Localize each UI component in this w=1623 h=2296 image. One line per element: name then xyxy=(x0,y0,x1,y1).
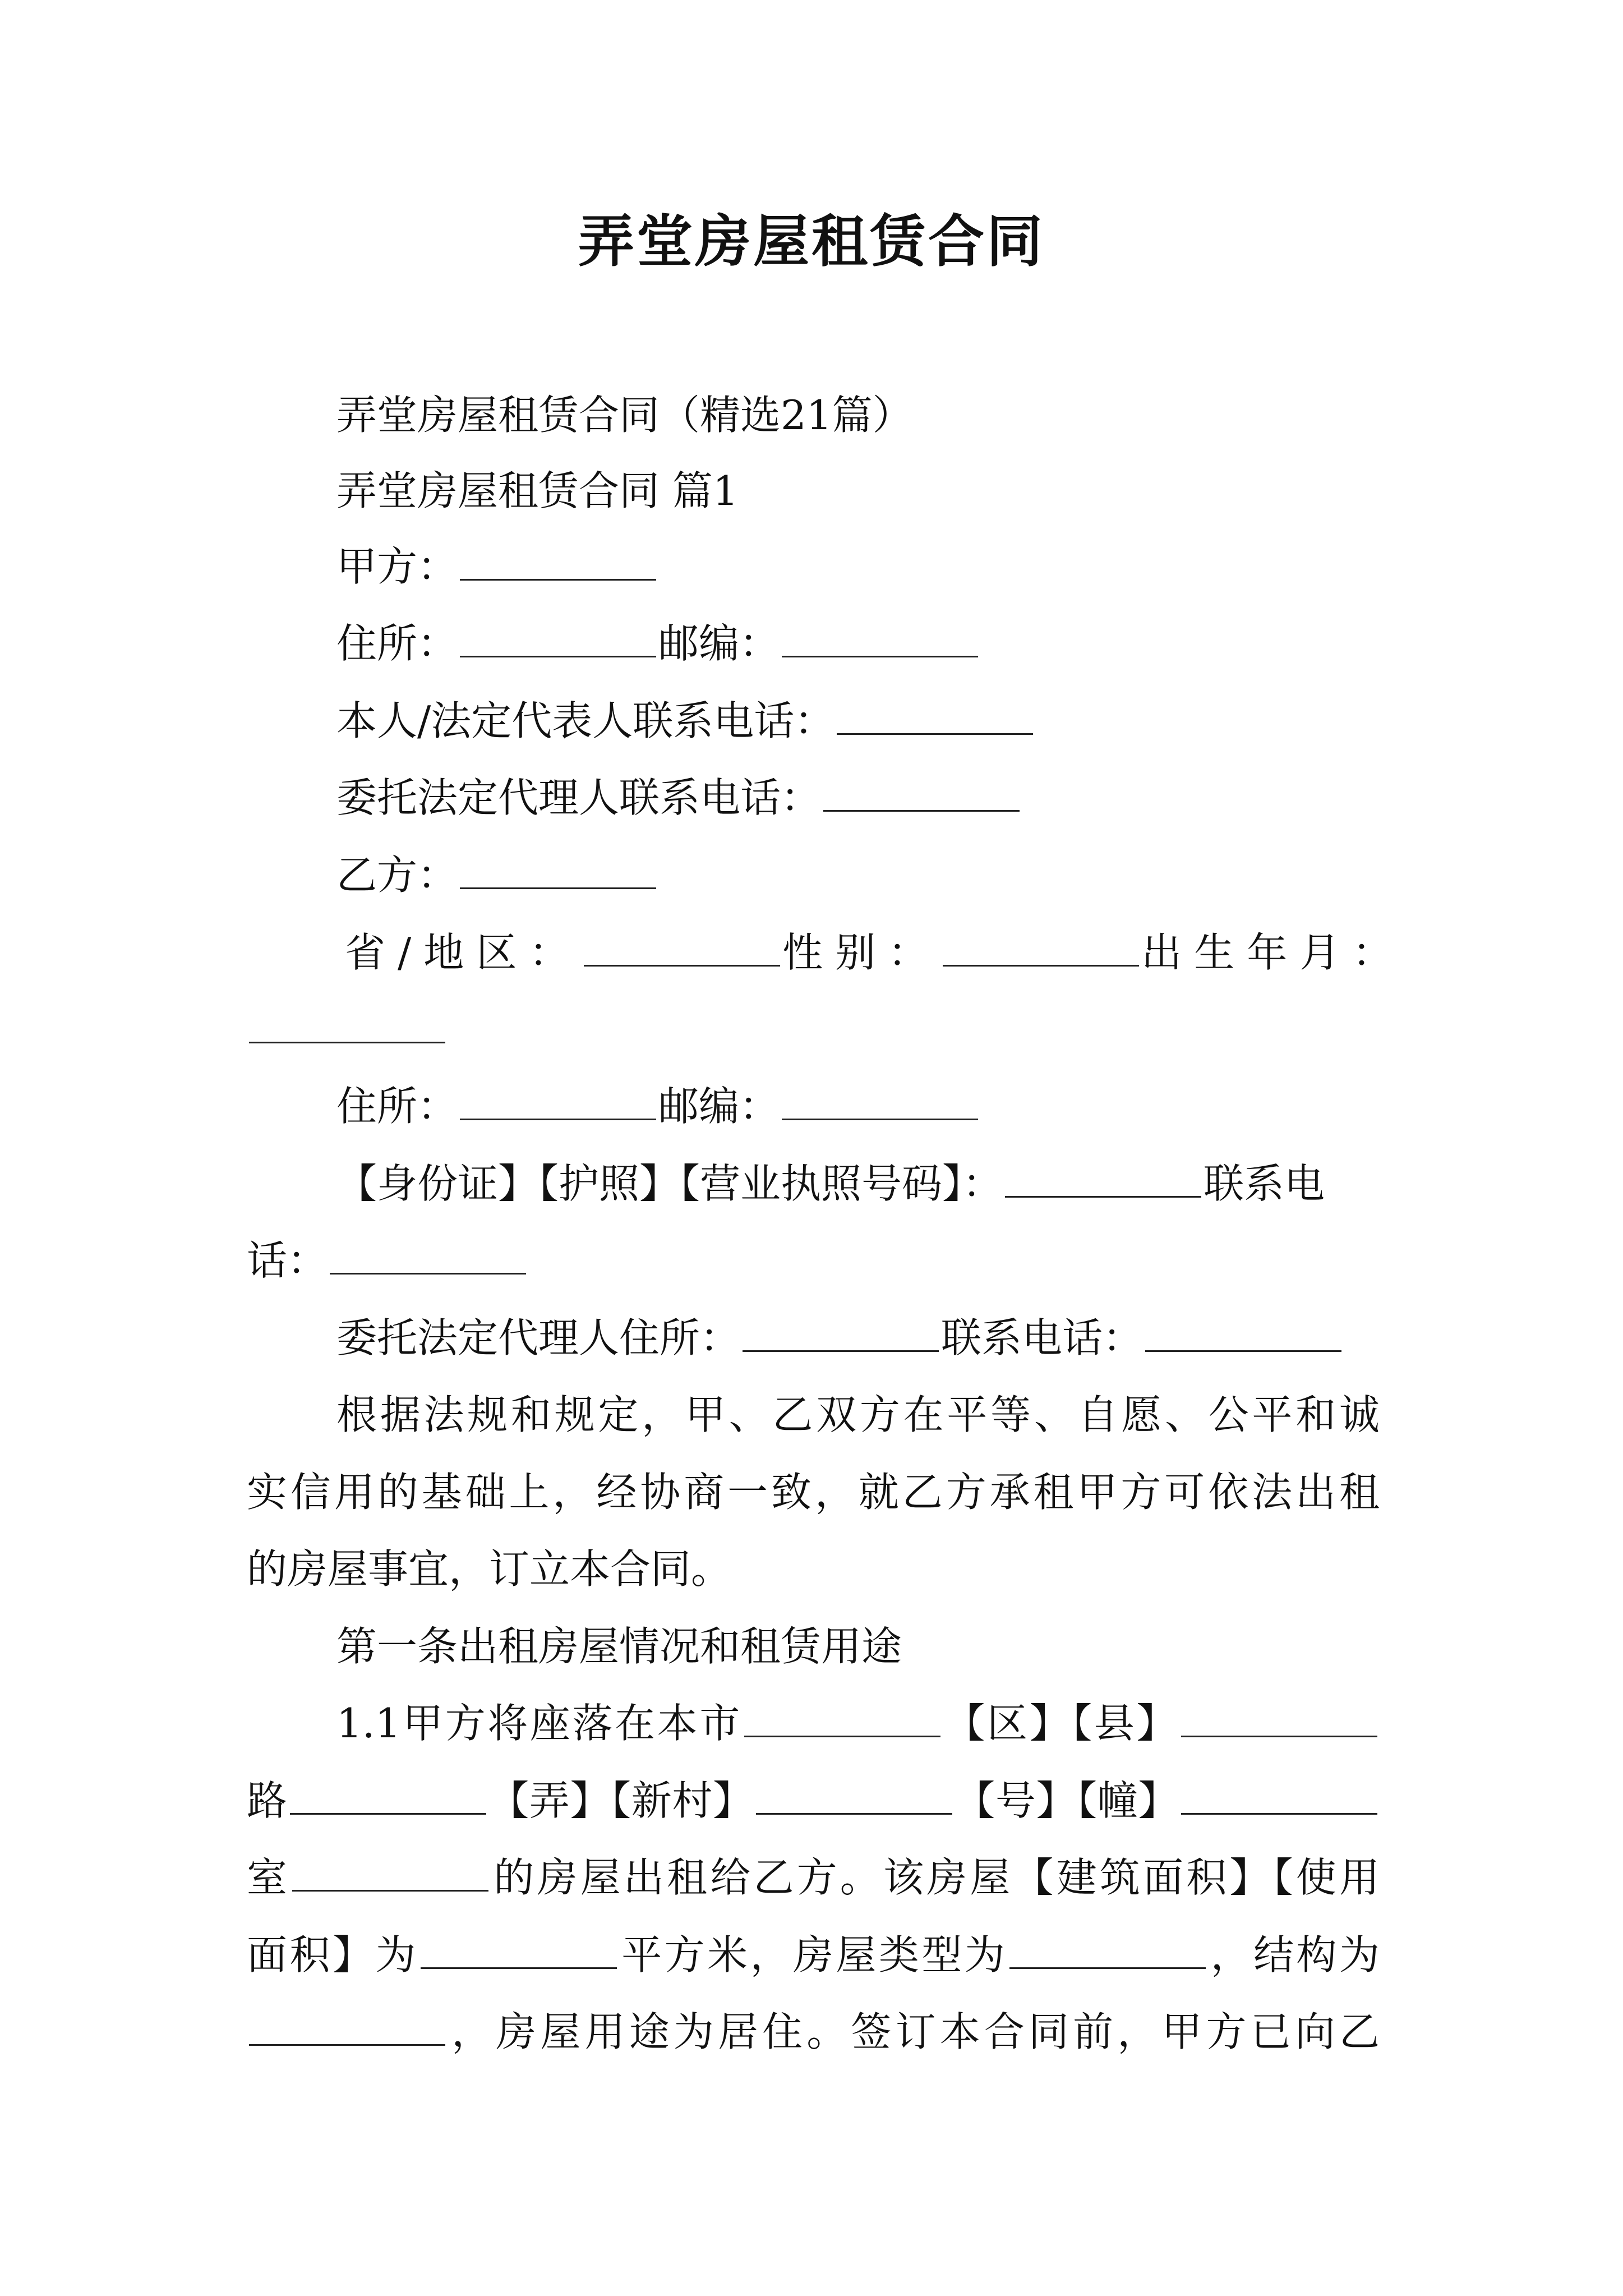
address-blank-b xyxy=(460,1079,656,1120)
address-label: 住所： xyxy=(336,620,458,667)
article-1-heading: 第一条出租房屋情况和租赁用途 xyxy=(336,1623,902,1670)
address-label-b: 住所： xyxy=(336,1083,458,1130)
contact-phone-label-b: 话： xyxy=(247,1237,328,1284)
clause-text: 1.1甲方将座落在本市 xyxy=(336,1700,742,1747)
party-a-blank xyxy=(460,540,656,581)
address-blank xyxy=(460,616,656,657)
province-line xyxy=(345,924,1405,981)
document-title: 弄堂房屋租赁合同 xyxy=(578,208,1045,274)
agent-phone-label: 委托法定代理人联系电话： xyxy=(336,774,822,821)
paragraph-1-line-3: 的房屋事宜，订立本合同。 xyxy=(247,1545,732,1593)
party-a-line xyxy=(336,539,658,595)
postcode-blank xyxy=(782,616,978,657)
party-b-blank xyxy=(460,848,656,889)
building-blank xyxy=(1181,1774,1377,1815)
house-type-blank xyxy=(1009,1928,1206,1969)
legal-rep-phone-blank xyxy=(837,694,1033,735)
clause-text: 室 xyxy=(247,1854,291,1901)
contact-phone-line xyxy=(247,1232,528,1289)
id-line xyxy=(336,1156,1325,1212)
clause-text: 【号】【幢】 xyxy=(954,1777,1179,1824)
clause-1-1-line-1 xyxy=(336,1695,1380,1751)
clause-1-1-line-4 xyxy=(247,1927,1380,1983)
area-blank xyxy=(421,1928,617,1969)
clause-1-1-line-3 xyxy=(247,1849,1380,1906)
clause-text: 路 xyxy=(247,1777,288,1824)
birth-blank xyxy=(249,1002,445,1043)
agent-contact-phone-blank xyxy=(1145,1311,1341,1352)
room-blank xyxy=(292,1851,488,1892)
agent-contact-phone-label: 联系电话： xyxy=(941,1314,1144,1361)
postcode-label-b: 邮编： xyxy=(658,1083,780,1130)
clause-text: ，房屋用途为居住。签订本合同前，甲方已向乙 xyxy=(448,2008,1380,2055)
agent-address-blank xyxy=(743,1311,939,1352)
agent-phone-blank xyxy=(823,771,1020,812)
province-blank xyxy=(584,926,780,967)
party-a-label: 甲方： xyxy=(336,543,458,590)
province-label: 省/地区： xyxy=(345,929,582,976)
district-blank xyxy=(1181,1696,1377,1737)
city-blank xyxy=(744,1696,940,1737)
id-blank xyxy=(1005,1157,1201,1198)
contact-phone-blank xyxy=(330,1234,526,1274)
postcode-blank-b xyxy=(782,1079,978,1120)
paragraph-1-line-1: 根据法规和规定，甲、乙双方在平等、自愿、公平和诚 xyxy=(336,1391,1380,1438)
party-a-address-line xyxy=(336,615,980,671)
legal-rep-phone-label: 本人/法定代表人联系电话： xyxy=(336,697,835,744)
clause-1-1-line-2 xyxy=(247,1773,1380,1829)
clause-text: 【弄】【新村】 xyxy=(488,1777,754,1824)
postcode-label: 邮编： xyxy=(658,620,780,667)
legal-rep-phone-line xyxy=(336,693,1035,749)
paragraph-1-line-2: 实信用的基础上，经协商一致，就乙方承租甲方可依法出租 xyxy=(247,1469,1380,1516)
party-b-address-line xyxy=(336,1078,980,1134)
agent-phone-line xyxy=(336,770,1022,826)
birth-label: 出生年月： xyxy=(1141,929,1405,976)
agent-address-line xyxy=(336,1310,1344,1366)
structure-blank xyxy=(249,2005,445,2046)
section-heading: 弄堂房屋租赁合同 篇1 xyxy=(336,467,739,514)
clause-text: ，结构为 xyxy=(1208,1931,1380,1978)
clause-1-1-line-5 xyxy=(247,2004,1380,2060)
party-b-label: 乙方： xyxy=(336,852,458,899)
clause-text: 面积】为 xyxy=(247,1931,418,1978)
agent-address-label: 委托法定代理人住所： xyxy=(336,1314,741,1361)
gender-blank xyxy=(943,926,1139,967)
road-blank xyxy=(290,1774,486,1815)
contact-phone-label-a: 联系电 xyxy=(1204,1160,1325,1207)
birth-blank-line xyxy=(247,1001,448,1057)
clause-text: 平方米，房屋类型为 xyxy=(619,1931,1008,1978)
lane-blank xyxy=(756,1774,952,1815)
clause-text: 的房屋出租给乙方。该房屋【建筑面积】【使用 xyxy=(491,1854,1380,1901)
clause-text: 【区】【县】 xyxy=(942,1700,1179,1747)
id-label: 【身份证】【护照】【营业执照号码】： xyxy=(336,1160,1003,1207)
document-subtitle: 弄堂房屋租赁合同（精选21篇） xyxy=(336,392,913,439)
gender-label: 性别： xyxy=(782,929,941,976)
party-b-line xyxy=(336,847,658,903)
